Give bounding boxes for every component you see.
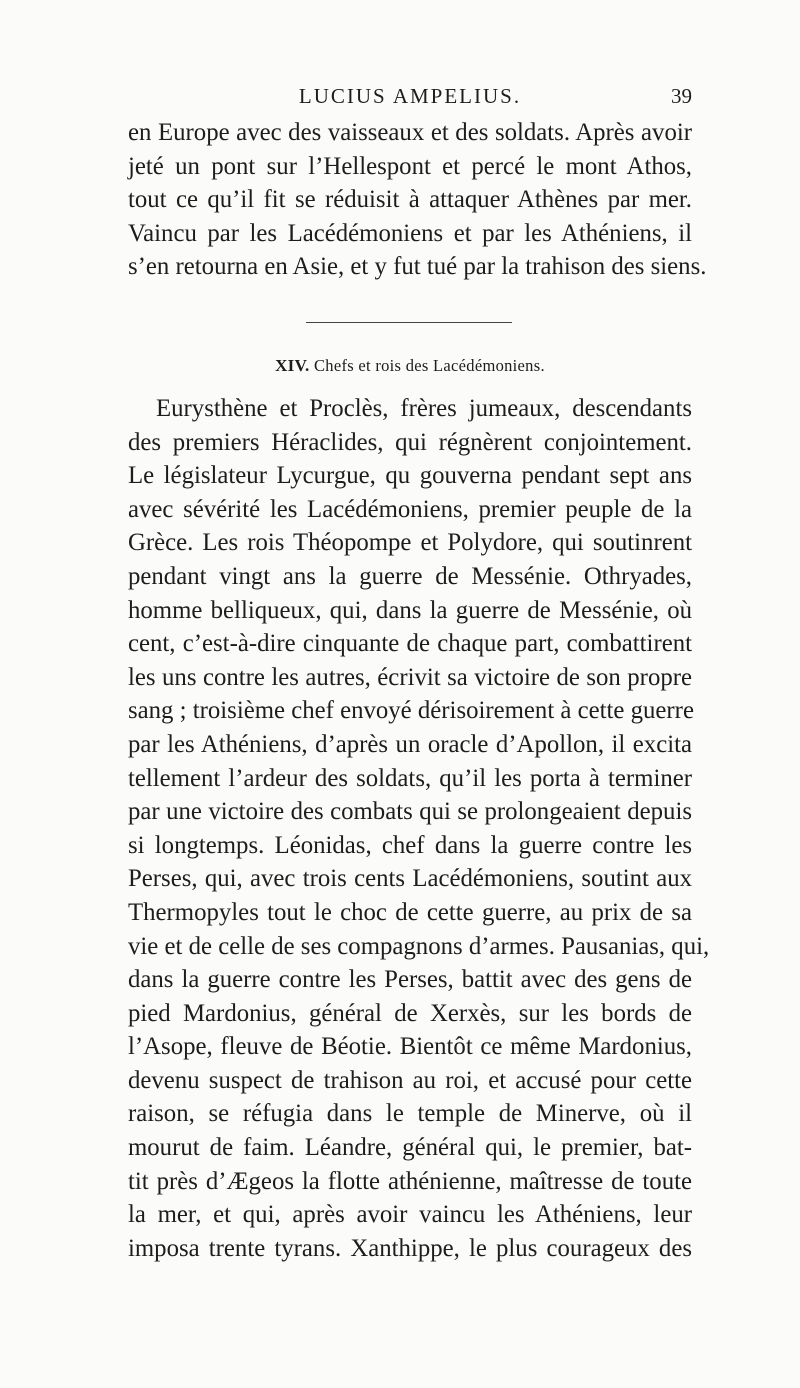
text-line: si longtemps. Léonidas, chef dans la guerre contre les [128,831,692,859]
text-line: dans la guerre contre les Perses, battit avec des gens de [128,966,692,994]
text-line: les uns contre les autres, écrivit sa victoire de son propre [128,663,692,691]
text-line: pied Mardonius, général de Xerxès, sur les bords de [128,999,692,1027]
text-line: homme belliqueux, qui, dans la guerre de Messénie, où [128,596,692,624]
text-line: pendant vingt ans la guerre de Messénie. Othryades, [128,562,692,590]
text-line: Thermopyles tout le choc de cette guerre, au prix de sa [128,898,692,926]
text-line: imposa trente tyrans. Xanthippe, le plus courageux des [128,1234,692,1262]
text-line: s’en retourna en Asie, et y fut tué par la trahison des siens. [128,253,707,281]
section-title: Chefs et rois des Lacédémoniens. [313,356,545,375]
text-line: la mer, et qui, après avoir vaincu les Athéniens, leur [128,1201,692,1229]
text-line: Perses, qui, avec trois cents Lacédémoniens, soutint aux [128,865,692,893]
text-line: tout ce qu’il fit se réduisit à attaquer Athènes par mer. [128,186,692,214]
text-line: des premiers Héraclides, qui régnèrent conjointement. [128,428,692,456]
text-line: tellement l’ardeur des soldats, qu’il les porta à terminer [128,764,692,792]
text-line: Vaincu par les Lacédémoniens et par les Athéniens, il [128,219,692,247]
text-line: en Europe avec des vaisseaux et des soldats. Après avoir [128,119,692,146]
text-line: Le législateur Lycurgue, qu gouverna pendant sept ans [128,462,692,490]
text-line: l’Asope, fleuve de Béotie. Bientôt ce même Mardonius, [128,1033,692,1061]
text-line: tit près d’Ægeos la flotte athénienne, maîtresse de toute [128,1167,692,1195]
paragraph-section-body [128,392,710,1265]
text-line: cent, c’est-à-dire cinquante de chaque part, combattirent [128,630,692,658]
page-number: 39 [671,84,692,108]
running-head [128,84,692,114]
text-line: avec sévérité les Lacédémoniens, premier peuple de la [128,495,692,523]
section-divider [306,322,512,323]
text-line: devenu suspect de trahison au roi, et accusé pour cette [128,1066,692,1094]
text-line: raison, se réfugia dans le temple de Minerve, où il [128,1100,692,1128]
text-line: mourut de faim. Léandre, général qui, le premier, bat- [128,1134,692,1162]
running-title: LUCIUS AMPELIUS. [298,84,522,108]
section-number: XIV. [275,356,310,375]
text-line: vie et de celle de ses compagnons d’armes. Pausanias, qui, [128,932,710,960]
text-line: sang ; troisième chef envoyé dérisoirement à cette guerre [128,697,694,725]
text-line: jeté un pont sur l’Hellespont et percé le mont Athos, [128,152,692,180]
text-line: par une victoire des combats qui se prolongeaient depuis [128,798,692,826]
paragraph-continued [128,116,707,284]
section-heading [128,356,692,376]
text-line: par les Athéniens, d’après un oracle d’Apollon, il excita [128,730,692,758]
text-line: Eurysthène et Proclès, frères jumeaux, descendants [156,395,692,422]
text-line: Grèce. Les rois Théopompe et Polydore, qui soutinrent [128,529,692,557]
